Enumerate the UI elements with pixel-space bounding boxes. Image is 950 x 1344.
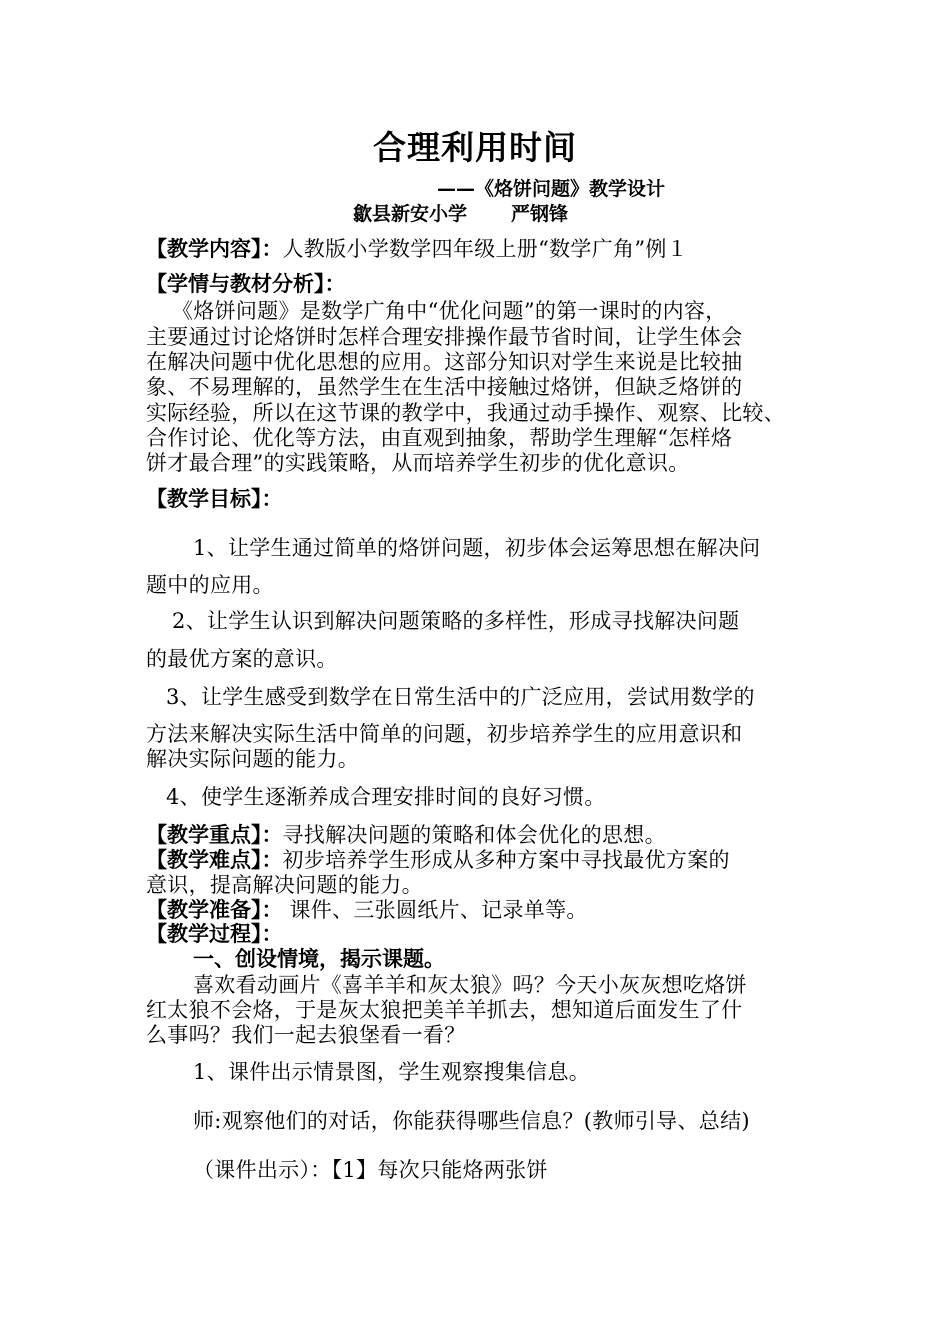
goal-line: 的最优方案的意识。 — [146, 647, 338, 671]
key-point-label: 【教学重点】： — [146, 823, 283, 847]
goal-line: 方法来解决实际生活中简单的问题，初步培养学生的应用意识和 — [146, 722, 743, 746]
goal-line: 题中的应用。 — [146, 573, 274, 597]
process-label: 【教学过程】： — [146, 922, 283, 946]
intro-line: 么事吗？我们一起去狼堡看一看？ — [146, 1023, 466, 1047]
intro-line: 红太狼不会烙，于是灰太狼把美羊羊抓去，想知道后面发生了什 — [146, 998, 743, 1022]
goals-label: 【教学目标】： — [146, 487, 283, 511]
page-title: 合理利用时间 — [373, 128, 577, 167]
difficulty-text-cont: 意识，提高解决问题的能力。 — [146, 873, 423, 897]
preparation-text: 课件、三张圆纸片、记录单等。 — [282, 898, 588, 922]
analysis-line: 实际经验，所以在这节课的教学中，我通过动手操作、观察、比较、 — [146, 401, 785, 425]
difficulty-row — [146, 847, 730, 873]
analysis-line: 主要通过讨论烙饼时怎样合理安排操作最节省时间，让学生体会 — [146, 325, 743, 349]
intro-line: 喜欢看动画片《喜羊羊和灰太狼》吗？今天小灰灰想吃烙饼 — [193, 973, 747, 997]
goal-line: 2、让学生认识到解决问题策略的多样性，形成寻找解决问题 — [172, 609, 740, 633]
school-name: 歙县新安小学 — [353, 203, 468, 225]
difficulty-label: 【教学难点】： — [146, 848, 283, 872]
analysis-line: 在解决问题中优化思想的应用。这部分知识对学生来说是比较抽 — [146, 350, 743, 374]
key-point-text: 寻找解决问题的策略和体会优化的思想。 — [282, 823, 666, 847]
goal-line: 解决实际问题的能力。 — [146, 747, 359, 771]
content-text: 人教版小学数学四年级上册“数学广角”例１ — [282, 237, 688, 261]
preparation-row — [146, 897, 588, 923]
author-line — [353, 201, 568, 227]
goal-line: 4、使学生逐渐养成合理安排时间的良好习惯。 — [166, 785, 606, 809]
analysis-line: 饼才最合理”的实践策略，从而培养学生初步的优化意识。 — [146, 451, 690, 475]
step-line: 1、课件出示情景图，学生观察搜集信息。 — [193, 1060, 591, 1084]
analysis-line: 合作讨论、优化等方法，由直观到抽象，帮助学生理解“怎样烙 — [146, 426, 733, 450]
difficulty-text: 初步培养学生形成从多种方案中寻找最优方案的 — [282, 848, 730, 872]
key-point-row — [146, 822, 666, 848]
teacher-line: 师:观察他们的对话，你能获得哪些信息？(教师引导、总结) — [193, 1109, 750, 1133]
analysis-line: 《烙饼问题》是数学广角中“优化问题”的第一课时的内容， — [172, 299, 727, 323]
goal-line: 1、让学生通过简单的烙饼问题，初步体会运筹思想在解决问 — [193, 536, 761, 560]
teacher-name: 严钢锋 — [511, 203, 569, 225]
analysis-line: 象、不易理解的，虽然学生在生活中接触过烙饼，但缺乏烙饼的 — [146, 375, 743, 399]
section-heading: 一、创设情境，揭示课题。 — [193, 947, 445, 971]
analysis-label: 【学情与教材分析】： — [146, 272, 346, 296]
preparation-label: 【教学准备】： — [146, 898, 283, 922]
courseware-line: （课件出示）：【1】每次只能烙两张饼 — [193, 1158, 548, 1182]
content-label: 【教学内容】： — [146, 237, 283, 261]
subtitle: ——《烙饼问题》教学设计 — [437, 178, 666, 200]
content-row — [146, 236, 688, 262]
goal-line: 3、让学生感受到数学在日常生活中的广泛应用，尝试用数学的 — [166, 685, 755, 709]
